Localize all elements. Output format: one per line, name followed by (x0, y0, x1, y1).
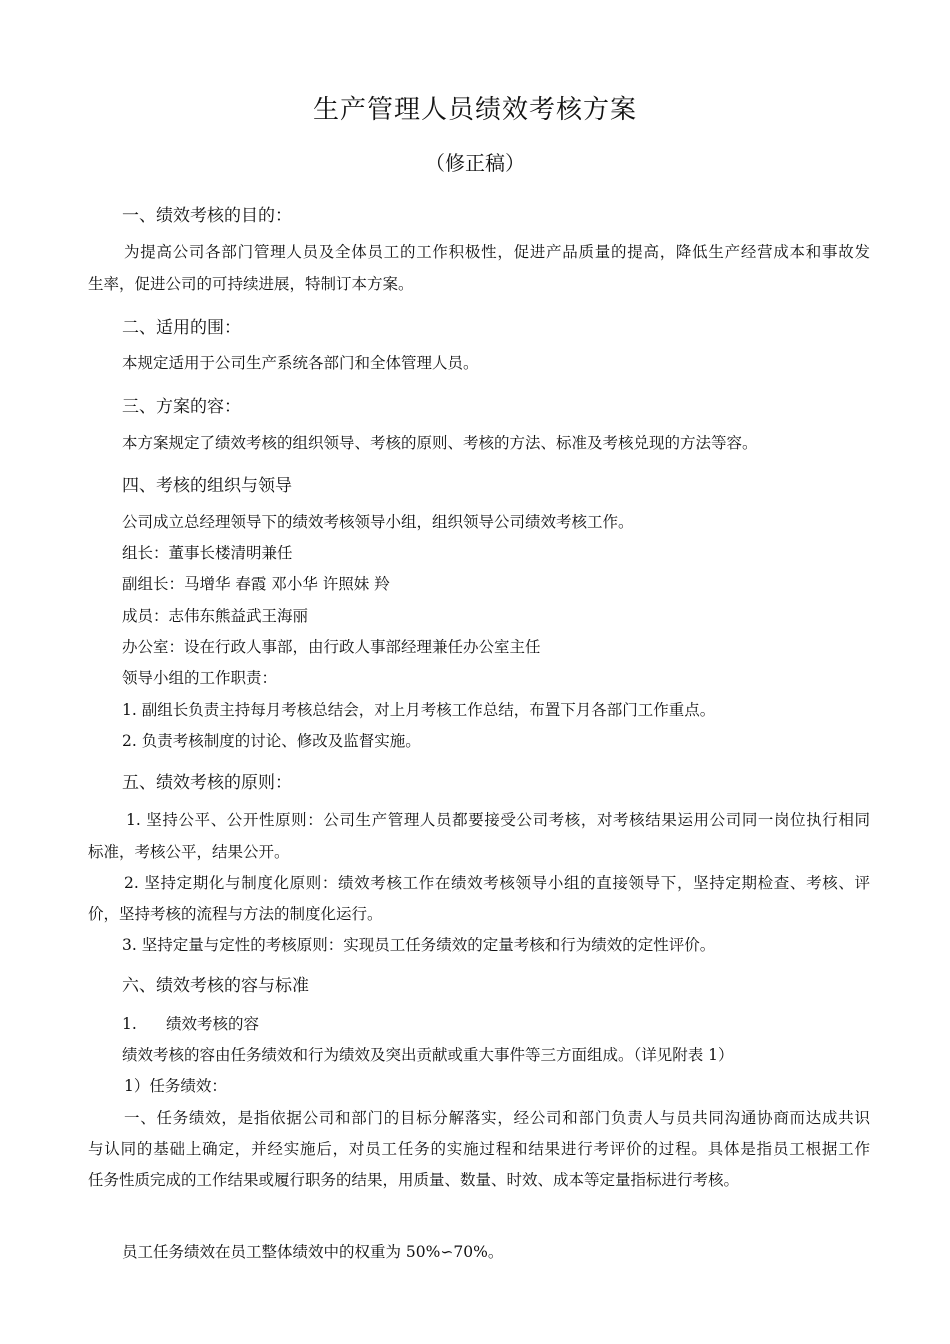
section-1-paragraph-line-2: 生率，促进公司的可持续进展，特制订本方案。 (88, 275, 414, 293)
section-5-principle-2-line-2: 价，坚持考核的流程与方法的制度化运行。 (88, 905, 383, 923)
section-5-heading: 五、绩效考核的原则： (122, 773, 292, 793)
section-4-heading: 四、考核的组织与领导 (122, 476, 292, 496)
section-6-task-line-3: 任务性质完成的工作结果或履行职务的结果，用质量、数量、时效、成本等定量指标进行考核。 (88, 1171, 740, 1189)
document-subtitle: （修正稿） (425, 151, 525, 175)
section-4-duty-2: 2. 负责考核制度的讨论、修改及监督实施。 (122, 732, 421, 750)
section-4-members: 成员：志伟东熊益武王海丽 (122, 607, 309, 625)
section-5-principle-2-line-1: 2. 坚持定期化与制度化原则：绩效考核工作在绩效考核领导小组的直接领导下，坚持定期检查、考核、评 (124, 874, 870, 892)
section-6-task-title: 1）任务绩效： (124, 1077, 227, 1095)
section-5-principle-3: 3. 坚持定量与定性的考核原则：实现员工任务绩效的定量考核和行为绩效的定性评价。 (122, 936, 716, 954)
section-4-office: 办公室：设在行政人事部，由行政人事部经理兼任办公室主任 (122, 638, 541, 656)
section-5-principle-1-line-1: 1. 坚持公平、公开性原则：公司生产管理人员都要接受公司考核，对考核结果运用公司同一岗位执行相同 (126, 811, 870, 829)
section-6-sub-1-title: 绩效考核的容 (166, 1015, 260, 1033)
section-3-heading: 三、方案的容： (122, 397, 241, 417)
section-4-duty-1: 1. 副组长负责主持每月考核总结会，对上月考核工作总结，布置下月各部门工作重点。 (122, 701, 716, 719)
section-6-task-line-2: 与认同的基础上确定，并经实施后，对员工任务的实施过程和结果进行考评价的过程。具体是指员工根据工作 (88, 1140, 870, 1158)
section-4-leader: 组长：董事长楼清明兼任 (122, 544, 293, 562)
section-6-weight: 员工任务绩效在员工整体绩效中的权重为 50%∽70%。 (122, 1243, 504, 1261)
section-2-heading: 二、适用的围： (122, 318, 241, 338)
document-title: 生产管理人员绩效考核方案 (312, 95, 637, 125)
section-2-paragraph: 本规定适用于公司生产系统各部门和全体管理人员。 (122, 354, 479, 372)
section-1-heading: 一、绩效考核的目的： (122, 206, 292, 226)
section-4-vice-leaders: 副组长：马增华 春霞 邓小华 许照妹 羚 (122, 575, 390, 593)
section-6-sub-1-number: 1. (122, 1015, 137, 1033)
section-5-principle-1-line-2: 标准，考核公平，结果公开。 (88, 843, 290, 861)
section-6-heading: 六、绩效考核的容与标准 (122, 976, 309, 996)
section-3-paragraph: 本方案规定了绩效考核的组织领导、考核的原则、考核的方法、标准及考核兑现的方法等容。 (122, 434, 758, 452)
section-6-content: 绩效考核的容由任务绩效和行为绩效及突出贡献或重大事件等三方面组成。（详见附表 1） (122, 1046, 734, 1064)
section-1-paragraph-line-1: 为提高公司各部门管理人员及全体员工的工作积极性，促进产品质量的提高，降低生产经营成本和事故发 (124, 243, 870, 261)
section-4-duties-title: 领导小组的工作职责： (122, 669, 278, 687)
section-6-task-line-1: 一、任务绩效，是指依据公司和部门的目标分解落实，经公司和部门负责人与员共同沟通协商而达成共识 (124, 1109, 870, 1127)
section-4-intro: 公司成立总经理领导下的绩效考核领导小组，组织领导公司绩效考核工作。 (122, 513, 634, 531)
